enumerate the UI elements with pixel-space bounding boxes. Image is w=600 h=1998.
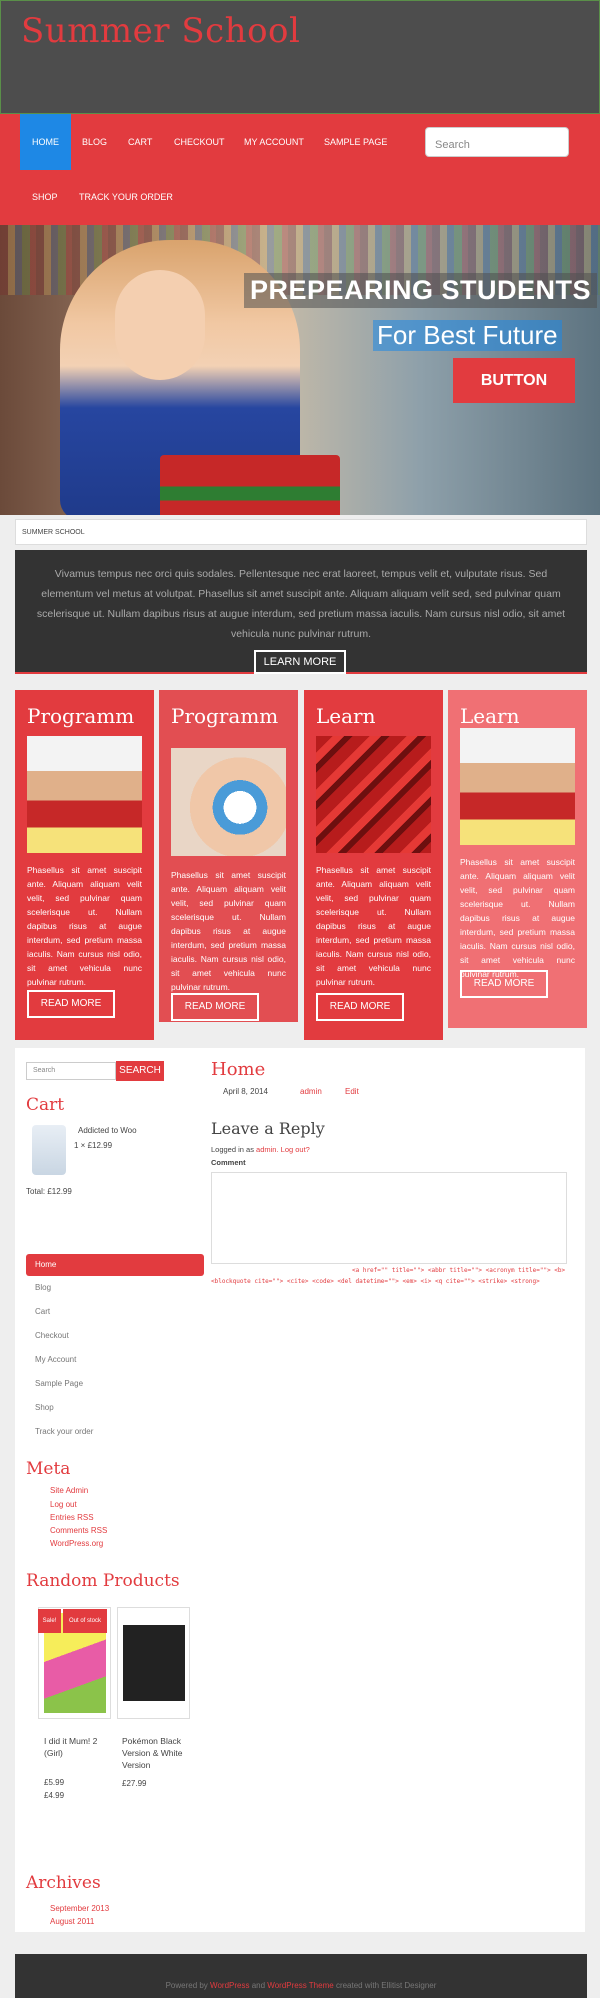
nav-track-order[interactable]: TRACK YOUR ORDER	[79, 192, 173, 202]
hero-face	[115, 270, 205, 380]
cart-total: Total: £12.99	[26, 1187, 72, 1196]
tshirt-thumbnail[interactable]	[32, 1125, 66, 1175]
footer-theme-link[interactable]: WordPress Theme	[267, 1981, 334, 1990]
card-learn-2	[448, 690, 587, 1028]
hero-books	[160, 455, 340, 515]
allowed-tags-line-1: <a href="" title=""> <abbr title=""> <acronym title=""> <b>	[352, 1267, 566, 1274]
card-programm-1	[15, 690, 154, 1040]
footer-and: and	[251, 1981, 266, 1990]
sidebar-menu-home[interactable]: Home	[26, 1254, 204, 1276]
sidebar-menu-track-order[interactable]: Track your order	[35, 1427, 94, 1436]
card-title: Learn	[460, 704, 520, 728]
product-price-old: £5.99	[44, 1778, 65, 1787]
nav-shop[interactable]: SHOP	[32, 192, 58, 202]
page-title[interactable]: Home	[211, 1059, 266, 1080]
meta-log-out[interactable]: Log out	[50, 1500, 77, 1509]
card-text: Phasellus sit amet suscipit ante. Aliquam aliquam velit velit, sed pulvinar quam scelerisque ut. Nullam dapibus risus at augue interdum, sed pretium massa iaculis. Nam cursus nisl odio, sit amet vehicula nunc pulvinar rutrum.	[171, 870, 286, 992]
sale-badge: Sale!	[38, 1609, 61, 1633]
read-more-button[interactable]: READ MORE	[27, 990, 115, 1018]
nav-sample-page[interactable]: SAMPLE PAGE	[324, 137, 388, 147]
post-date: April 8, 2014	[223, 1087, 268, 1096]
random-products-title: Random Products	[26, 1571, 180, 1591]
comment-textarea[interactable]	[211, 1172, 567, 1264]
hero-button[interactable]: BUTTON	[453, 358, 575, 403]
site-title[interactable]: Summer School	[21, 11, 301, 51]
footer-wordpress-link[interactable]: WordPress	[210, 1981, 250, 1990]
site-footer	[15, 1954, 587, 1998]
main-nav	[0, 114, 600, 225]
hero-banner	[0, 225, 600, 515]
card-title: Learn	[316, 704, 376, 728]
card-programm-2	[159, 690, 298, 1022]
cart-title: Cart	[26, 1095, 65, 1115]
product-image[interactable]	[123, 1613, 185, 1713]
nav-home[interactable]: HOME	[20, 114, 71, 170]
site-header	[0, 0, 600, 114]
logged-in-prefix: Logged in as	[211, 1145, 254, 1154]
kids-image	[27, 736, 142, 853]
intro-section	[15, 550, 587, 674]
search-input[interactable]: Search	[425, 127, 569, 157]
archive-link-aug-2011[interactable]: August 2011	[50, 1917, 95, 1926]
learn-more-button[interactable]: LEARN MORE	[254, 650, 346, 674]
sidebar-menu-blog[interactable]: Blog	[35, 1283, 52, 1292]
footer-powered: Powered by	[165, 1981, 208, 1990]
card-title: Programm	[27, 704, 135, 728]
sidebar-search-input[interactable]: Search	[26, 1062, 116, 1080]
allowed-tags-line-2: <blockquote cite=""> <cite> <code> <del datetime=""> <em> <i> <q cite=""> <strike> <strong>	[211, 1278, 540, 1285]
read-more-button[interactable]: READ MORE	[460, 970, 548, 998]
hero-subtitle: For Best Future	[373, 320, 562, 351]
nav-cart[interactable]: CART	[128, 137, 153, 147]
product-name[interactable]: Pokémon Black Version & White Version	[122, 1736, 183, 1770]
product-price: £27.99	[122, 1779, 147, 1788]
sidebar-menu-sample-page[interactable]: Sample Page	[35, 1379, 84, 1388]
cart-item-name[interactable]: Addicted to Woo	[78, 1126, 137, 1135]
intro-text: Vivamus tempus nec orci quis sodales. Pellentesque nec erat laoreet, tempus velit et, vulputate risus. Sed elementum vel metus at volutpat. Phasellus sit amet suscipit ante. Aliquam aliquam velit sed, sed pulvinar quam scelerisque ut. Nullam dapibus risus at augue interdum, sed pretium massa iaculis. Nam cursus nisl odio, sit amet vehicula nunc pulvinar rutrum.	[36, 568, 566, 640]
sidebar-menu-shop[interactable]: Shop	[35, 1403, 54, 1412]
card-text: Phasellus sit amet suscipit ante. Aliquam aliquam velit velit, sed pulvinar quam scelerisque ut. Nullam dapibus risus at augue interdum, sed pretium massa iaculis. Nam cursus nisl odio, sit amet vehicula nunc pulvinar rutrum.	[460, 857, 575, 979]
nav-my-account[interactable]: MY ACCOUNT	[244, 137, 304, 147]
meta-entries-rss[interactable]: Entries RSS	[50, 1513, 94, 1522]
product-card-2[interactable]	[117, 1607, 190, 1719]
cart-item-qty: 1 × £12.99	[74, 1141, 113, 1150]
breadcrumb[interactable]: SUMMER SCHOOL	[15, 519, 587, 545]
edit-link[interactable]: Edit	[345, 1087, 359, 1096]
product-card-1[interactable]	[38, 1607, 111, 1719]
hero-title: PREPEARING STUDENTS	[244, 273, 597, 308]
meta-comments-rss[interactable]: Comments RSS	[50, 1526, 108, 1535]
chairs-image	[316, 736, 431, 853]
sidebar-menu-checkout[interactable]: Checkout	[35, 1331, 69, 1340]
leave-reply-title: Leave a Reply	[211, 1119, 325, 1138]
archives-title: Archives	[26, 1873, 101, 1893]
nav-blog[interactable]: BLOG	[82, 137, 108, 147]
card-text: Phasellus sit amet suscipit ante. Aliquam aliquam velit velit, sed pulvinar quam scelerisque ut. Nullam dapibus risus at augue interdum, sed pretium massa iaculis. Nam cursus nisl odio, sit amet vehicula nunc pulvinar rutrum.	[27, 865, 142, 987]
sidebar-menu-my-account[interactable]: My Account	[35, 1355, 77, 1364]
kids-image	[460, 728, 575, 845]
post-author[interactable]: admin	[300, 1087, 322, 1096]
out-of-stock-badge: Out of stock	[63, 1609, 107, 1633]
sidebar-search-button[interactable]: SEARCH	[116, 1061, 164, 1081]
comment-label: Comment	[211, 1158, 246, 1167]
product-price: £4.99	[44, 1791, 65, 1800]
archive-link-sept-2013[interactable]: September 2013	[50, 1904, 110, 1913]
read-more-button[interactable]: READ MORE	[171, 993, 259, 1021]
card-learn-1	[304, 690, 443, 1040]
read-more-button[interactable]: READ MORE	[316, 993, 404, 1021]
logout-link[interactable]: Log out?	[280, 1145, 310, 1154]
card-text: Phasellus sit amet suscipit ante. Aliquam aliquam velit velit, sed pulvinar quam scelerisque ut. Nullam dapibus risus at augue interdum, sed pretium massa iaculis. Nam cursus nisl odio, sit amet vehicula nunc pulvinar rutrum.	[316, 865, 431, 987]
footer-created: created with Ellitist Designer	[335, 1981, 437, 1990]
phone-image	[171, 748, 286, 856]
logged-in-text	[211, 1145, 310, 1154]
meta-site-admin[interactable]: Site Admin	[50, 1486, 89, 1495]
logged-in-user-link[interactable]: admin.	[256, 1145, 279, 1154]
meta-wordpress-org[interactable]: WordPress.org	[50, 1539, 104, 1548]
meta-title: Meta	[26, 1459, 71, 1479]
product-name[interactable]: I did it Mum! 2 (Girl)	[44, 1736, 98, 1758]
card-title: Programm	[171, 704, 279, 728]
sidebar-menu-cart[interactable]: Cart	[35, 1307, 51, 1316]
nav-checkout[interactable]: CHECKOUT	[174, 137, 225, 147]
